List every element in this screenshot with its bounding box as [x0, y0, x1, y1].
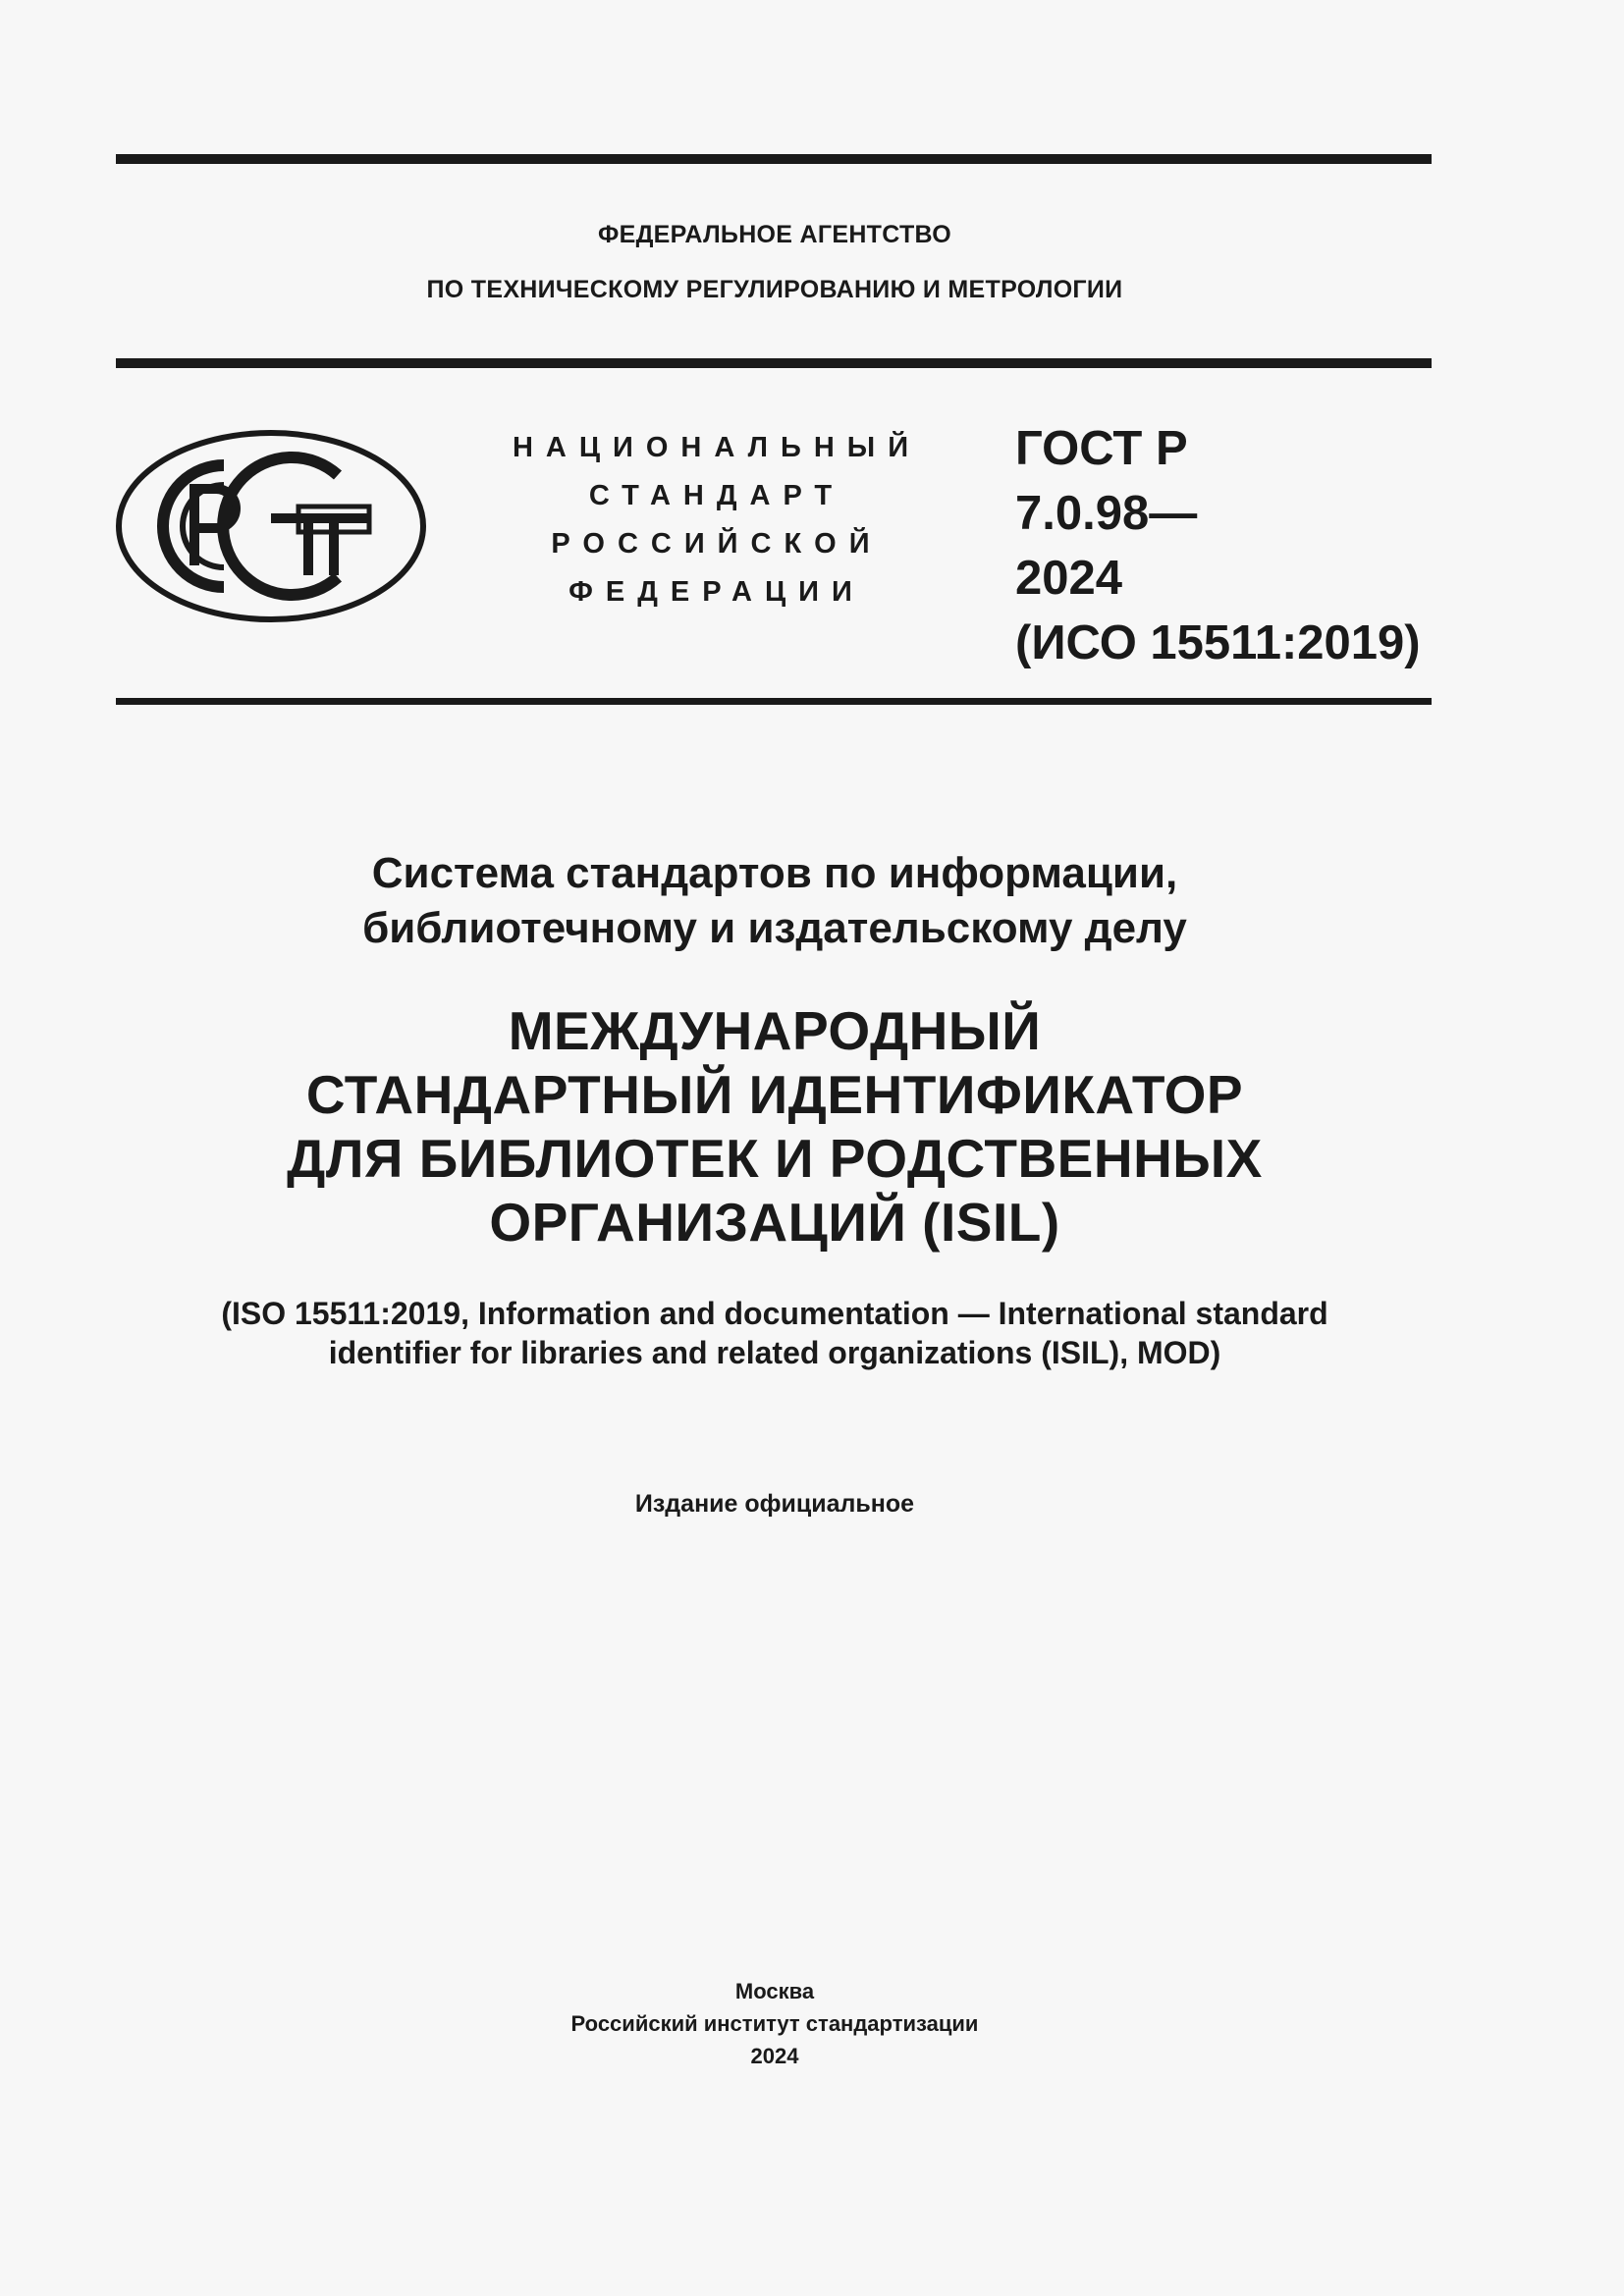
edition-label: Издание официальное [634, 1490, 915, 1518]
designation-line: 2024 [1015, 552, 1123, 605]
agency-name-line-1: ФЕДЕРАЛЬНОЕ АГЕНТСТВО [597, 221, 952, 248]
designation-line: 7.0.98— [1015, 487, 1198, 540]
standard-type-line: НАЦИОНАЛЬНЫЙ [512, 432, 922, 463]
designation-divider [116, 698, 1432, 705]
main-title [0, 999, 1549, 1255]
edition-note [0, 1490, 1549, 1519]
designation-line: (ИСО 15511:2019) [1015, 616, 1421, 669]
top-divider [116, 154, 1432, 164]
main-title-line: ДЛЯ БИБЛИОТЕК И РОДСТВЕННЫХ [287, 1128, 1263, 1189]
imprint-year: 2024 [750, 2044, 799, 2068]
standard-type-line: ФЕДЕРАЦИИ [568, 576, 865, 608]
main-title-line: ОРГАНИЗАЦИЙ (ISIL) [489, 1192, 1060, 1253]
standard-type-label [491, 424, 943, 616]
header-divider [116, 358, 1432, 368]
series-title-line: библиотечному и издательскому делу [362, 904, 1187, 952]
series-title [0, 846, 1549, 956]
designation-line: ГОСТ Р [1015, 422, 1188, 475]
iso-reference-line: (ISO 15511:2019, Information and documentation — International standard [221, 1296, 1328, 1331]
imprint-city: Москва [734, 1979, 815, 2003]
standard-designation [1015, 416, 1421, 675]
standard-type-line: СТАНДАРТ [588, 480, 845, 511]
imprint-publisher: Российский институт стандартизации [570, 2011, 979, 2036]
iso-reference-line: identifier for libraries and related organizations (ISIL), MOD) [328, 1335, 1221, 1370]
imprint [0, 1975, 1549, 2072]
rst-mark-icon [114, 428, 428, 624]
iso-reference [0, 1294, 1549, 1372]
main-title-line: МЕЖДУНАРОДНЫЙ [508, 1000, 1042, 1061]
agency-name-line-2: ПО ТЕХНИЧЕСКОМУ РЕГУЛИРОВАНИЮ И МЕТРОЛОГИИ [426, 276, 1123, 303]
series-title-line: Система стандартов по информации, [371, 849, 1178, 897]
main-title-line: СТАНДАРТНЫЙ ИДЕНТИФИКАТОР [305, 1064, 1244, 1125]
standard-type-line: РОССИЙСКОЙ [551, 528, 883, 560]
